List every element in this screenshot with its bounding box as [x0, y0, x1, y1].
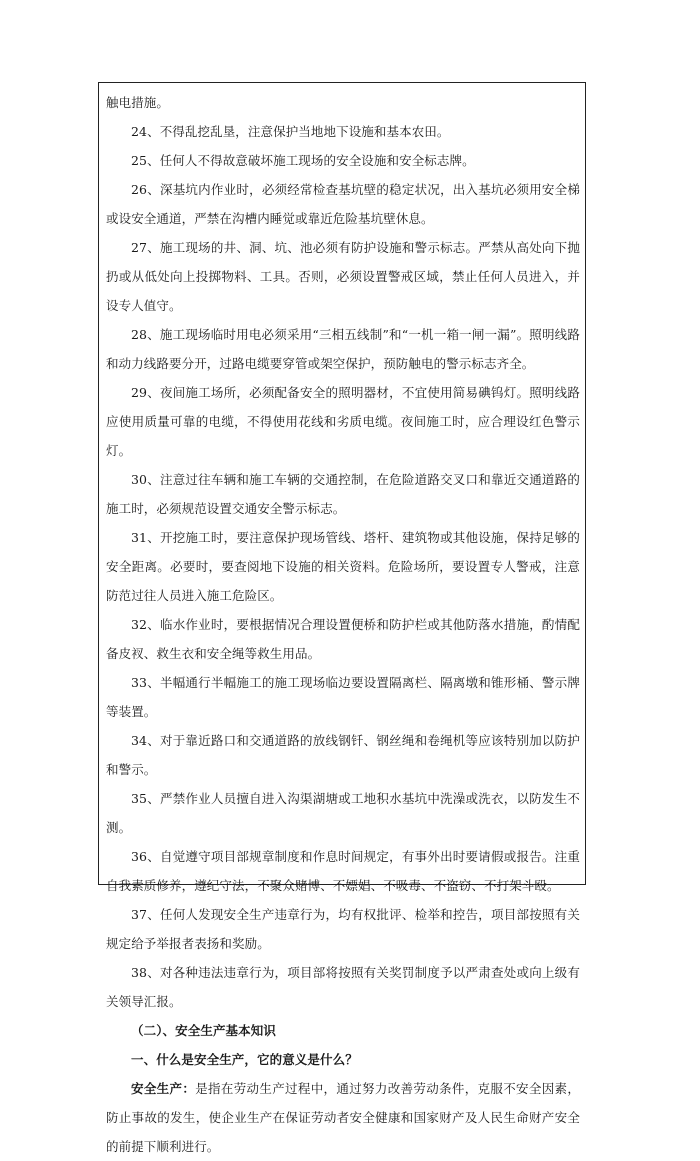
continued-paragraph: 触电措施。 — [106, 95, 170, 110]
regulation-item-31: 31、开挖施工时，要注意保护现场管线、塔杆、建筑物或其他设施，保持足够的安全距离。必要时，要查阅地下设施的相关资料。危险场所，要设置专人警戒，注意防范过往人员进入施工危险区。 — [106, 530, 580, 603]
regulation-item-26: 26、深基坑内作业时，必须经常检查基坑壁的稳定状况，出入基坑必须用安全梯或设安全通道，严禁在沟槽内睡觉或靠近危险基坑壁休息。 — [106, 182, 580, 226]
regulation-item-34: 34、对于靠近路口和交通道路的放线钢钎、钢丝绳和卷绳机等应该特别加以防护和警示。 — [106, 733, 580, 777]
regulation-list — [106, 117, 580, 1016]
definition-term: 安全生产： — [131, 1081, 196, 1096]
regulation-item-37: 37、任何人发现安全生产违章行为，均有权批评、检举和控告，项目部按照有关规定给予举报者表扬和奖励。 — [106, 907, 580, 951]
definition-paragraph — [106, 1074, 580, 1161]
regulation-item-36: 36、自觉遵守项目部规章制度和作息时间规定，有事外出时要请假或报告。注重自我素质修养，遵纪守法，不聚众赌博、不嫖娼、不吸毒、不盗窃、不打架斗殴。 — [106, 849, 580, 893]
regulation-item-35: 35、严禁作业人员擅自进入沟渠湖塘或工地积水基坑中洗澡或洗衣，以防发生不测。 — [106, 791, 580, 835]
definition-text: 是指在劳动生产过程中，通过努力改善劳动条件，克服不安全因素，防止事故的发生，使企业生产在保证劳动者安全健康和国家财产及人民生命财产安全的前提下顺利进行。 — [106, 1081, 580, 1154]
section-heading: （二）、安全生产基本知识 — [131, 1023, 276, 1038]
document-body — [106, 88, 580, 1161]
regulation-item-38: 38、对各种违法违章行为，项目部将按照有关奖罚制度予以严肃查处或向上级有关领导汇报。 — [106, 965, 580, 1009]
regulation-item-29: 29、夜间施工场所，必须配备安全的照明器材，不宜使用简易碘钨灯。照明线路应使用质量可靠的电缆，不得使用花线和劣质电缆。夜间施工时，应合理设红色警示灯。 — [106, 385, 580, 458]
regulation-item-30: 30、注意过往车辆和施工车辆的交通控制，在危险道路交叉口和靠近交通道路的施工时，必须规范设置交通安全警示标志。 — [106, 472, 580, 516]
regulation-item-25: 25、任何人不得故意破坏施工现场的安全设施和安全标志牌。 — [131, 153, 475, 168]
regulation-item-24: 24、不得乱挖乱垦，注意保护当地地下设施和基本农田。 — [131, 124, 450, 139]
regulation-item-32: 32、临水作业时，要根据情况合理设置便桥和防护栏或其他防落水措施，酌情配备皮衩、救生衣和安全绳等救生用品。 — [106, 617, 580, 661]
regulation-item-27: 27、施工现场的井、洞、坑、池必须有防护设施和警示标志。严禁从高处向下抛扔或从低处向上投掷物料、工具。否则，必须设置警戒区域，禁止任何人员进入，并设专人值守。 — [106, 240, 580, 313]
regulation-item-28: 28、施工现场临时用电必须采用“三相五线制”和“一机一箱一闸一漏”。照明线路和动力线路要分开，过路电缆要穿管或架空保护，预防触电的警示标志齐全。 — [106, 327, 580, 371]
question-heading: 一、什么是安全生产，它的意义是什么？ — [131, 1052, 358, 1067]
regulation-item-33: 33、半幅通行半幅施工的施工现场临边要设置隔离栏、隔离墩和锥形桶、警示牌等装置。 — [106, 675, 580, 719]
